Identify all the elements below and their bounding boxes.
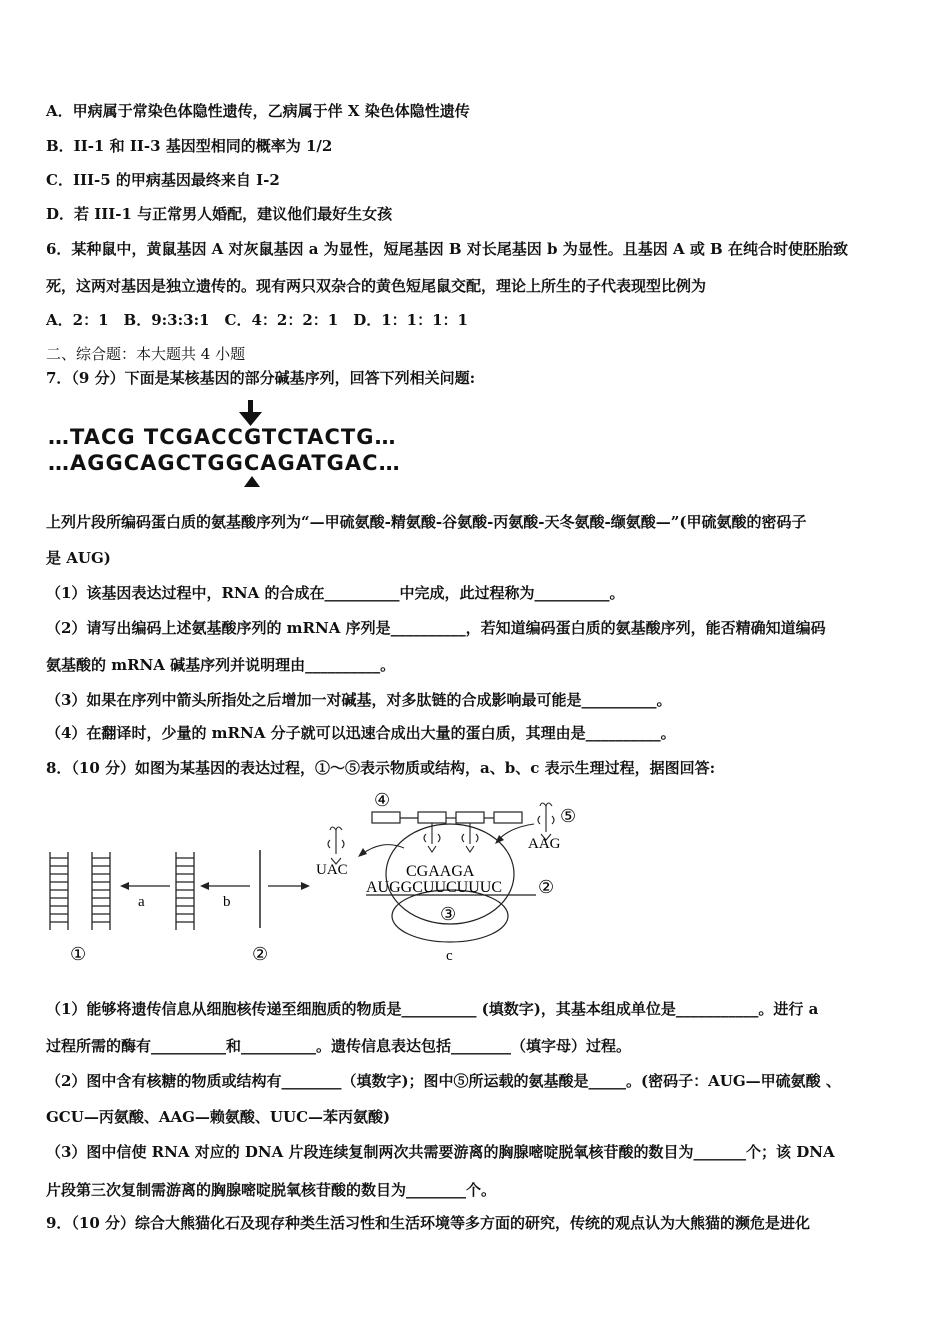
q7-sub2-line1: （2）请写出编码上述氨基酸序列的 mRNA 序列是__________，若知道编码蛋白质的氨基酸序列，能否精确知道编码 (46, 619, 826, 637)
q5-option-c: C．III-5 的甲病基因最终来自 I-2 (46, 171, 280, 189)
mrna-sequence: AUGGCUUCUUUC (366, 879, 503, 896)
label-circle-2: ② (252, 944, 269, 964)
q7-arrow-up (242, 474, 262, 490)
label-circle-1: ① (70, 944, 87, 964)
label-circle-5: ⑤ (560, 806, 577, 826)
q8-sub3-line2: 片段第三次复制需游离的胸腺嘧啶脱氧核苷酸的数目为________个。 (46, 1181, 497, 1199)
dna-sequence-top: …TACG TCGACCGTCTACTG… (48, 425, 397, 449)
q8-stem: 8．（10 分）如图为某基因的表达过程，①～⑤表示物质或结构，a、b、c 表示生理过程，据图回答: (46, 759, 716, 777)
q7-sub4: （4）在翻译时，少量的 mRNA 分子就可以迅速合成出大量的蛋白质，其理由是__________。 (46, 724, 676, 742)
q7-sub1: （1）该基因表达过程中，RNA 的合成在__________中完成，此过程称为__________。 (46, 584, 625, 602)
q6-stem-line2: 死，这两对基因是独立遗传的。现有两只双杂合的黄色短尾鼠交配，理论上所生的子代表现型比例为 (46, 277, 707, 295)
label-c: c (446, 948, 453, 964)
q7-desc-line2: 是 AUG) (46, 549, 111, 567)
label-a: a (138, 894, 145, 910)
anticodons: CGAAGA (406, 863, 475, 880)
q5-option-a: A．甲病属于常染色体隐性遗传，乙病属于伴 X 染色体隐性遗传 (46, 102, 470, 120)
q6-options: A．2：1 B．9:3:3:1 C．4：2：2：1 D．1：1：1：1 (46, 311, 468, 329)
q8-sub2-line1: （2）图中含有核糖的物质或结构有________（填数字)；图中⑤所运载的氨基酸是_____。(密码子：AUG—甲硫氨酸 、 (46, 1072, 841, 1090)
uac-label: UAC (316, 862, 348, 878)
q6-stem-line1: 6．某种鼠中，黄鼠基因 A 对灰鼠基因 a 为显性，短尾基因 B 对长尾基因 b 为显性。且基因 A 或 B 在纯合时使胚胎致 (46, 240, 848, 258)
label-circle-2b: ② (538, 877, 555, 897)
gene-expression-figure (40, 788, 600, 968)
dna-sequence-bottom: …AGGCAGCTGGCAGATGAC… (48, 451, 401, 475)
q9-stem: 9．（10 分）综合大熊猫化石及现存种类生活习性和生活环境等多方面的研究，传统的观点认为大熊猫的濒危是进化 (46, 1214, 811, 1232)
q8-sub1-line2: 过程所需的酶有__________和__________。遗传信息表达包括________（填字母）过程。 (46, 1037, 632, 1055)
q7-arrow-down (236, 398, 266, 428)
q7-sub2-line2: 氨基酸的 mRNA 碱基序列并说明理由__________。 (46, 656, 396, 674)
dna-ladder-1 (50, 852, 110, 930)
q8-sub1-line1: （1）能够将遗传信息从细胞核传递至细胞质的物质是__________ (填数字)，其基本组成单位是___________。进行 a (46, 1000, 819, 1018)
q5-option-b: B．II-1 和 II-3 基因型相同的概率为 1/2 (46, 137, 333, 155)
q7-stem: 7．（9 分）下面是某核基因的部分碱基序列，回答下列相关问题: (46, 369, 476, 387)
label-circle-4: ④ (374, 790, 391, 810)
q5-option-d: D．若 III-1 与正常男人婚配，建议他们最好生女孩 (46, 205, 393, 223)
label-b: b (223, 894, 231, 910)
aag-label: AAG (528, 836, 561, 852)
q8-sub3-line1: （3）图中信使 RNA 对应的 DNA 片段连续复制两次共需要游离的胸腺嘧啶脱氧核苷酸的数目为_______个；该 DNA (46, 1143, 835, 1161)
q7-desc-line1: 上列片段所编码蛋白质的氨基酸序列为“—甲硫氨酸-精氨酸-谷氨酸-丙氨酸-天冬氨酸-缬氨酸—”(甲硫氨酸的密码子 (46, 513, 807, 531)
q8-sub2-line2: GCU—丙氨酸、AAG—赖氨酸、UUC—苯丙氨酸) (46, 1108, 391, 1126)
label-circle-3: ③ (440, 904, 457, 924)
section-2-heading: 二、综合题：本大题共 4 小题 (46, 345, 246, 363)
q7-sub3: （3）如果在序列中箭头所指处之后增加一对碱基，对多肽链的合成影响最可能是__________。 (46, 691, 672, 709)
